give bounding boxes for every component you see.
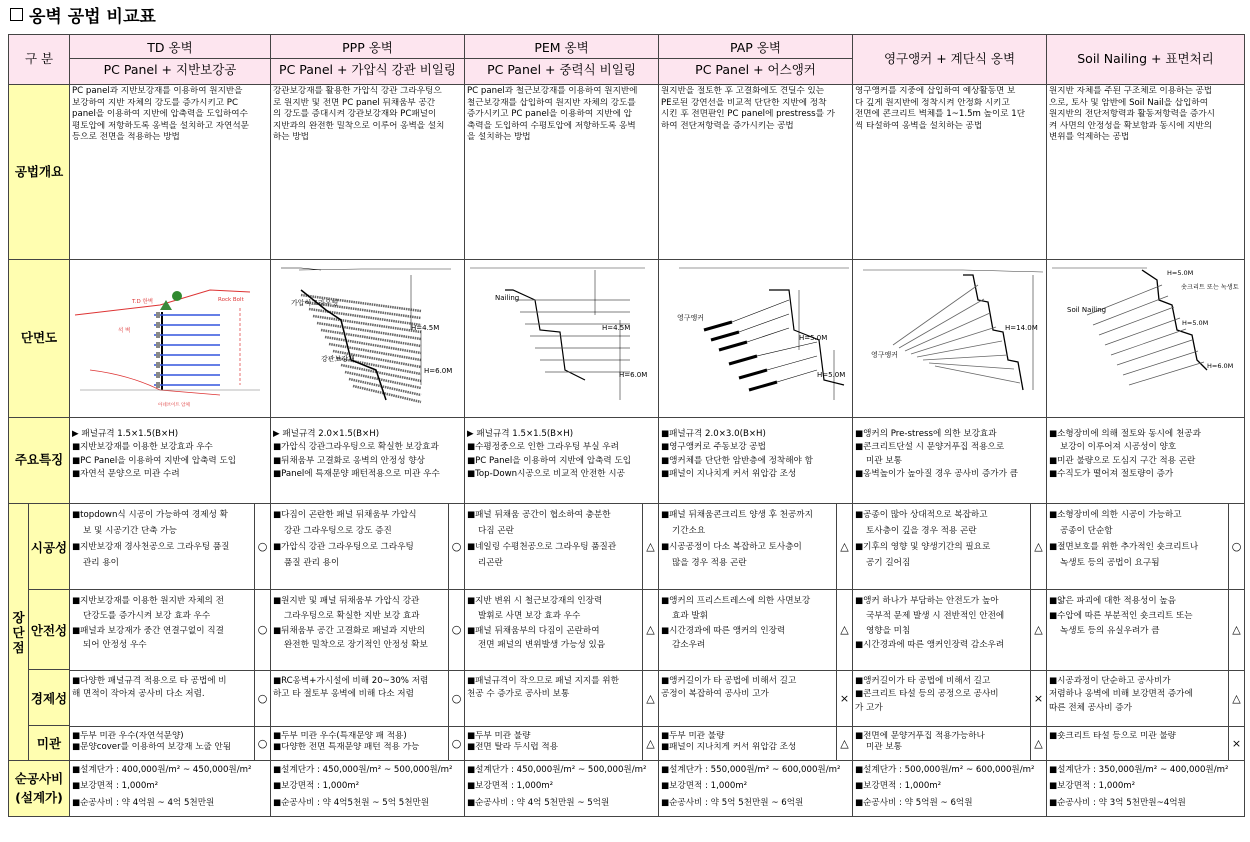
text-line: 품질 관리 용이 [284,557,340,568]
text-line: ■두부 미관 우수(자연석문양) [72,730,184,741]
text-line: ■미관 불량으로 도심지 구간 적용 곤란 [1049,455,1196,466]
economy-cell [1047,670,1245,726]
gubun-header: 구 분 [9,35,70,85]
text-line: ■영구앵커로 주동보강 공법 [661,442,766,453]
text-line: 하고 타 절토부 옹벽에 비해 다소 저렴 [273,689,414,700]
text-line: 보강이 이루어져 시공성이 양호 [1060,442,1177,453]
column-name: PEM 옹벽 [465,38,658,59]
safety-cell [1047,590,1245,670]
economy-cell [465,670,659,726]
section-label: H=6.0M [1207,362,1234,370]
aesthetics-cell [70,726,271,760]
text-line: 으로, 토사 및 암반에 Soil Nail을 삽입하여 [1049,97,1209,108]
text-line: ■패널규격 2.0×3.0(B×H) [661,429,766,439]
section-label-cell: 단면도 [9,260,70,418]
text-line: 단강도를 증가시켜 보강 효과 우수 [83,610,211,621]
rating-mark: ○ [254,727,270,760]
text-line: ■숏크리트 타설 등으로 미관 불량 [1049,730,1176,741]
text-line: ■Panel에 특재문양 패턴적용으로 미관 우수 [273,468,440,479]
text-line: ■기후의 영향 및 양생기간의 필요로 [855,541,991,552]
features-label: 주요특징 [9,418,70,504]
column-subtitle: PC Panel + 어스앵커 [695,62,816,77]
text-line: ■시간경과에 따른 앵커인장력 감소우려 [855,640,1005,651]
text-line: 완전한 밀착으로 장기적인 안정성 확보 [284,640,428,651]
text-line: ■두부 미관 불량 [661,730,725,741]
text-line: ▶ 패널규격 1.5×1.5(B×H) [467,429,574,439]
constructability-cell [659,504,853,590]
text-line: ■보강면적 : 1,000m² [273,781,360,792]
rating-mark: ○ [448,727,464,760]
section-label: H=5.0M [1182,319,1209,327]
text-line: PC panel과 지반보강재를 이용하여 원지반을 [72,86,243,96]
text-line: ■전면에 문양거푸집 적용가능하나 [855,730,985,741]
text-line: ■네일링 수평천공으로 그라우팅 품질관 [467,541,617,552]
text-line: ■topdown식 시공이 가능하여 경제성 확 [72,510,228,520]
section-label: 영구앵커 [677,314,705,322]
text-line: ■설계단가 : 450,000원/m² ~ 500,000원/m² [273,765,453,775]
text-line: ■앵커의 Pre-stress에 의한 보강효과 [855,429,997,439]
text-line: 원지반의 전단저항력과 활동저항력을 증가시 [1049,109,1215,120]
text-line: 그라우팅으로 확실한 지반 보강 효과 [284,610,420,621]
rating-mark: × [836,671,852,726]
text-line: 되어 안정성 우수 [83,640,147,651]
cost-cell [70,761,271,817]
text-line: ■두부 미관 불량 [467,730,531,741]
text-line: ■패널 뒤채움콘크리트 양생 후 천공까지 [661,510,813,520]
text-line: panel을 이용하여 지반에 압축력을 도입하여수 [72,109,248,120]
text-line: ■PC Panel을 이용하여 지반에 압축력 도입 [467,455,632,466]
text-line: 공기 길어짐 [866,557,911,568]
section-cell [853,260,1047,418]
text-line: ■콘크리트 타설 등의 공정으로 공사비 [855,689,999,700]
text-line: PC panel과 철근보강재를 이용하여 원지반에 [467,86,638,96]
constructability-cell [465,504,659,590]
text-line: 녹생토 등의 유실우려가 큼 [1060,625,1160,636]
text-line: 의 강도를 증대시켜 강관보강재와 PC패널이 [273,109,437,120]
column-header [271,35,465,85]
text-line: 해 면적이 작아져 공사비 다소 저렴. [72,689,205,700]
overview-text [659,85,852,157]
text-line: ■지반 변위 시 철근보강재의 인장력 [467,596,603,607]
features-cell [271,418,465,504]
text-line: ▶ 패널규격 2.0×1.5(B×H) [273,429,380,439]
constructability-cell [853,504,1047,590]
text-line: ■지반보강재 경사천공으로 그라우팅 품질 [72,541,230,552]
text-line: 증가시키고 PC panel을 이용하여 지반에 압 [467,109,632,120]
text-line: 저렴하나 옹벽에 비해 보강면적 증가에 [1049,689,1193,700]
text-line: 영구앵커를 지중에 삽입하여 예상활동면 보 [855,86,1016,96]
text-line: 원지반 자체를 주된 구조체로 이용하는 공법 [1049,86,1213,96]
rating-mark: △ [836,504,852,589]
text-line: ■순공사비 : 약 5억 5천만원 ~ 6억원 [661,797,804,808]
text-line: ■지반보강재를 이용한 원지반 자체의 전 [72,596,224,607]
economy-cell [853,670,1047,726]
text-line: ■얇은 파괴에 대한 적용성이 높음 [1049,596,1176,607]
rating-mark: ○ [254,590,270,669]
cost-cell [1047,761,1245,817]
cost-label [9,761,70,817]
rating-mark: × [1228,727,1244,760]
text-line: ■앵커길이가 타 공법에 비해서 길고 [661,675,797,686]
rating-mark: △ [836,590,852,669]
text-line: 토사층이 깊을 경우 적용 곤란 [866,525,977,536]
section-label: 영구앵커 [871,351,899,359]
section-label: H=5.0M [799,334,828,342]
comparison-table [8,34,1245,817]
text-line: 다짐 곤란 [478,525,514,536]
economy-label: 경제성 [29,670,69,726]
rating-mark: × [1030,671,1046,726]
document-title [10,1,156,27]
section-label: 아네브이트 암체 [158,403,190,408]
text-line: 원지반을 절토한 후 고결화에도 견딜수 있는 [661,86,825,96]
text-line: ■보강면적 : 1,000m² [1049,781,1136,792]
features-row [9,418,1245,504]
section-cell [465,260,659,418]
economy-cell [70,670,271,726]
text-line: ■패널규격이 작으므로 패널 지지를 위한 [467,675,619,686]
section-drawing [465,260,659,416]
column-header [465,35,659,85]
column-name: PAP 옹벽 [659,38,852,59]
constructability-cell [1047,504,1245,590]
rating-mark: ○ [254,671,270,726]
text-line: ■보강면적 : 1,000m² [661,781,748,792]
column-header [853,35,1047,85]
section-label: 가압식그라우팅 [291,299,339,307]
safety-cell [659,590,853,670]
text-line: 발휘로 사면 보강 효과 우수 [478,610,581,621]
aesthetics-cell [271,726,465,760]
column-subtitle: PC Panel + 중력식 비일링 [487,62,636,77]
text-line: 감소우려 [672,640,706,651]
section-label: T.D 한벽 [132,299,154,305]
section-label: Soil Nailing [1067,306,1107,314]
overview-text [465,85,658,157]
text-line: 공정이 복잡하여 공사비 고가 [661,689,769,700]
cost-label-text: 순공사비 [14,770,64,786]
text-line: ■지반보강재를 이용한 보강효과 우수 [72,442,213,453]
text-line: 영향을 미침 [866,625,911,636]
column-subtitle: PC Panel + 지반보강공 [103,62,237,77]
text-line: ■소형장비에 의한 시공이 가능하고 [1049,510,1182,520]
text-line: 씩 타설하여 옹벽을 설치하는 공법 [855,120,983,131]
text-line: 국부적 문제 발생 시 전반적인 안전에 [866,610,1005,621]
text-line: ■다짐이 곤란한 패널 뒤채움부 가압식 [273,510,417,520]
section-row [9,260,1245,418]
text-line: ■보강면적 : 1,000m² [855,781,942,792]
text-line: 가 고가 [855,703,883,714]
overview-row [9,85,1245,260]
safety-cell [465,590,659,670]
safety-label: 안전성 [29,590,69,670]
text-line: ■콘크리트단설 시 문양거푸집 적용으로 [855,442,1005,453]
constructability-cell [70,504,271,590]
overview-text [271,85,464,157]
text-line: ■수압에 따른 부분적인 숏크리트 또는 [1049,610,1193,621]
text-line: ■Top-Down시공으로 비교적 안전한 시공 [467,468,625,479]
rating-mark: △ [836,727,852,760]
section-drawing [271,260,465,416]
overview-text [70,85,270,157]
overview-text [853,85,1046,157]
cost-cell [465,761,659,817]
text-line: 관리 용이 [83,557,119,568]
header-row [9,35,1245,85]
rating-mark: △ [642,504,658,589]
text-line: ■시공공정이 다소 복잡하고 토사층이 [661,541,802,552]
text-line: ■패널 뒤채움부의 다짐이 곤란하여 [467,625,600,636]
overview-text [1047,85,1244,157]
rating-mark: ○ [448,671,464,726]
overview-cell [659,85,853,260]
section-label: 숏크리트 또는 녹생토 [1181,284,1239,291]
text-line: 미관 보통 [866,455,902,466]
text-line: 효과 발휘 [672,610,708,621]
text-line: ■보강면적 : 1,000m² [72,781,159,792]
section-label: Nailing [495,294,520,302]
economy-cell [659,670,853,726]
text-line: ■문양cover를 이용하여 보강재 노출 안됨 [72,742,232,753]
rating-mark: △ [642,671,658,726]
text-line: 축력을 도입하여 수평토압에 저항하도록 옹벽 [467,120,636,131]
rating-mark: △ [1228,671,1244,726]
section-drawing [70,260,271,416]
text-line: PE로된 강연선을 비교적 단단한 지반에 정착 [661,97,827,108]
text-line: ■뒤채움부 고결화로 옹벽의 안정성 향상 [273,455,425,466]
cost-cell [271,761,465,817]
text-line: ■패널 뒤채움 공간이 협소하여 충분한 [467,510,611,520]
features-cell [70,418,271,504]
title-text: 옹벽 공법 비교표 [29,6,156,27]
section-cell [1047,260,1245,418]
text-line: 리곤란 [478,557,503,568]
text-line: ■수평정중으로 인한 그라우팅 부실 우려 [467,442,619,453]
text-line: 공종이 단순함 [1060,525,1113,536]
column-header [659,35,853,85]
cost-cell [853,761,1047,817]
text-line: ■패널이 지나치게 커서 위압감 조성 [661,468,797,479]
text-line: ■수직도가 떨어져 절토량이 증가 [1049,468,1174,479]
text-line: ■뒤채움부 공간 고결화로 패널과 지반의 [273,625,425,636]
features-cell [659,418,853,504]
text-line: ■시공과정이 단순하고 공사비가 [1049,675,1171,686]
text-line: ■설계단가 : 500,000원/m² ~ 600,000원/m² [855,765,1035,775]
safety-cell [70,590,271,670]
text-line: ■앵커체를 단단한 암반층에 정착해야 함 [661,455,813,466]
text-line: 전면에 콘크리트 벽체를 1~1.5m 높이로 1단 [855,109,1026,120]
text-line: ■설계단가 : 350,000원/m² ~ 400,000원/m² [1049,765,1229,775]
rating-mark: ○ [448,590,464,669]
section-drawing [853,260,1047,416]
cost-row [9,761,1245,817]
text-line: 평토압에 저항하도록 옹벽을 설치하고 자연석문 [72,120,249,131]
section-label: Rock Bolt [218,297,244,303]
text-line: ■설계단가 : 550,000원/m² ~ 600,000원/m² [661,765,841,775]
text-line: ■RC옹벽+가시설에 비해 20~30% 저렴 [273,675,429,686]
text-line: 미관 보통 [866,742,902,753]
rating-mark: ○ [254,504,270,589]
overview-label: 공법개요 [9,85,70,260]
text-line: ■가압식 강관그라우팅으로 확실한 보강효과 [273,442,439,453]
rating-mark: △ [1030,504,1046,589]
features-cell [465,418,659,504]
text-line: ■원지반 및 패널 뒤채움부 가압식 강관 [273,596,420,607]
rating-mark: △ [642,590,658,669]
text-line: ■패널이 지나치게 커서 위압감 조성 [661,742,797,753]
text-line: ■순공사비 : 약 4억5천원 ~ 5억 5천만원 [273,797,430,808]
economy-row [9,670,1245,726]
text-line: 을 설치하는 방법 [467,132,531,143]
text-line: ■설계단가 : 450,000원/m² ~ 500,000원/m² [467,765,647,775]
text-line: ■앵커 하나가 부담하는 안전도가 높아 [855,596,999,607]
rating-mark: △ [1030,590,1046,669]
text-line: ■전면 탈라 두시럽 적용 [467,742,559,753]
safety-cell [271,590,465,670]
pros-cons-text: 장단점 [9,504,29,760]
section-label: H=14.0M [1005,324,1038,332]
aesthetics-label: 미관 [36,736,62,751]
aesthetics-cell [853,726,1047,760]
column-name: TD 옹벽 [70,38,270,59]
overview-cell [70,85,271,260]
constructability-cell [271,504,465,590]
rating-mark: ○ [448,504,464,589]
aesthetics-cell [659,726,853,760]
text-line: 하여 전단저항력을 증가시키는 공법 [661,120,794,131]
text-line: ■가압식 강관 그라우팅으로 그라우팅 [273,541,414,552]
section-cell [271,260,465,418]
constructability-row [9,504,1245,590]
overview-cell [465,85,659,260]
text-line: 등으로 전면을 적용하는 방법 [72,132,180,143]
text-line: ■순공사비 : 약 4억원 ~ 4억 5천만원 [72,797,215,808]
text-line: 다 깊게 원지반에 정착시켜 안정화 시키고 [855,97,1010,108]
cost-label-sub: (설계가) [15,789,63,805]
section-label: H=6.0M [424,367,453,375]
text-line: ■순공사비 : 약 3억 5천만원~4억원 [1049,797,1186,808]
text-line: ■설계단가 : 400,000원/m² ~ 450,000원/m² [72,765,252,775]
text-line: 기간소요 [672,525,706,536]
column-header [1047,35,1245,85]
column-subtitle: PC Panel + 가압식 강관 비일링 [279,62,456,77]
cost-cell [659,761,853,817]
text-line: 철근보강재를 삽입하여 원지반 자체의 강도를 [467,97,636,108]
overview-cell [271,85,465,260]
text-line: ■소형장비에 의해 절토와 동시에 천공과 [1049,429,1201,439]
section-label: H=6.0M [619,371,648,379]
features-cell [1047,418,1245,504]
aesthetics-cell [1047,726,1245,760]
text-line: 지반과의 완전한 밀착으로 이루어 옹벽을 설치 [273,120,445,131]
rating-mark: △ [642,727,658,760]
text-line: ■자연석 문양으로 미관 수려 [72,468,180,479]
text-line: ■순공사비 : 약 5억원 ~ 6억원 [855,797,973,808]
aesthetics-row [9,726,1245,760]
text-line: 전면 패널의 변위발생 가능성 있음 [478,640,606,651]
text-line: ■앵커길이가 타 공법에 비해서 길고 [855,675,991,686]
text-line: ■앵커의 프리스트레스에 의한 사면보강 [661,596,811,607]
features-cell [853,418,1047,504]
section-drawing [1047,260,1245,416]
safety-row [9,590,1245,670]
pros-cons-label [9,504,70,761]
text-line: ■순공사비 : 약 4억 5천만원 ~ 5억원 [467,797,610,808]
pros-cons-label-group [9,504,69,760]
overview-cell [1047,85,1245,260]
text-line: ■시간경과에 따른 앵커의 인장력 [661,625,786,636]
text-line: 강관보강재를 활용한 가압식 강관 그라우팅으 [273,86,442,96]
text-line: ■PC Panel을 이용하여 지반에 압축력 도입 [72,455,237,466]
text-line: 많을 경우 적용 곤란 [672,557,747,568]
overview-cell [853,85,1047,260]
text-line: 녹생토 등의 공법이 요구됨 [1060,557,1160,568]
economy-cell [271,670,465,726]
checkbox-square-icon [10,8,23,21]
column-name: Soil Nailing + 표면처리 [1077,51,1214,67]
text-line: ■옹벽높이가 높아질 경우 공사비 증가가 큼 [855,468,1018,479]
text-line: 보 및 시공기간 단축 가능 [83,525,177,536]
rating-mark: △ [1030,727,1046,760]
column-name: 영구앵커 + 계단식 옹벽 [883,51,1016,67]
text-line: ■절면보호를 위한 추가적인 숏크리트나 [1049,541,1199,552]
text-line: 변위를 억제하는 공법 [1049,132,1130,143]
text-line: 천공 수 증가로 공사비 보통 [467,689,570,700]
section-label: H=4.5M [602,324,631,332]
text-line: 시킨 후 전면판인 PC panel에 prestress를 가 [661,109,835,120]
column-name: PPP 옹벽 [271,38,464,59]
text-line: ■두부 미관 우수(특재문양 패 적용) [273,730,407,741]
section-cell [70,260,271,418]
section-label: H=5.0M [817,371,846,379]
rating-mark: △ [1228,590,1244,669]
column-header [70,35,271,85]
text-line: ■공종이 많아 상대적으로 복잡하고 [855,510,988,520]
text-line: 강관 그라우팅으로 강도 증진 [284,525,392,536]
text-line: ■다양한 패널규격 적용으로 타 공법에 비 [72,675,227,686]
section-label: 강관보강재 [321,355,355,363]
section-drawing [659,260,853,416]
safety-cell [853,590,1047,670]
section-label: 석 벽 [118,328,131,334]
text-line: 로 원지반 및 전면 PC panel 뒤채움부 공간 [273,97,436,108]
text-line: ■패널과 보강재가 중간 연결구없이 직결 [72,625,224,636]
text-line: ■다양한 전면 특재문양 패턴 적용 가능 [273,742,420,753]
rating-mark: ○ [1228,504,1244,589]
text-line: 따른 전체 공사비 증가 [1049,703,1132,714]
text-line: 하는 방법 [273,132,309,143]
section-label: H=4.5M [411,324,440,332]
section-cell [659,260,853,418]
text-line: 켜 사면의 안정성을 확보함과 동시에 지반의 [1049,120,1213,131]
tree-icon [172,291,182,301]
text-line: ▶ 패널규격 1.5×1.5(B×H) [72,429,179,439]
text-line: 보강하여 지반 자체의 강도를 증가시키고 PC [72,97,238,108]
text-line: ■보강면적 : 1,000m² [467,781,554,792]
section-label: H=5.0M [1167,269,1194,277]
aesthetics-cell [465,726,659,760]
constructability-label: 시공성 [29,504,69,590]
